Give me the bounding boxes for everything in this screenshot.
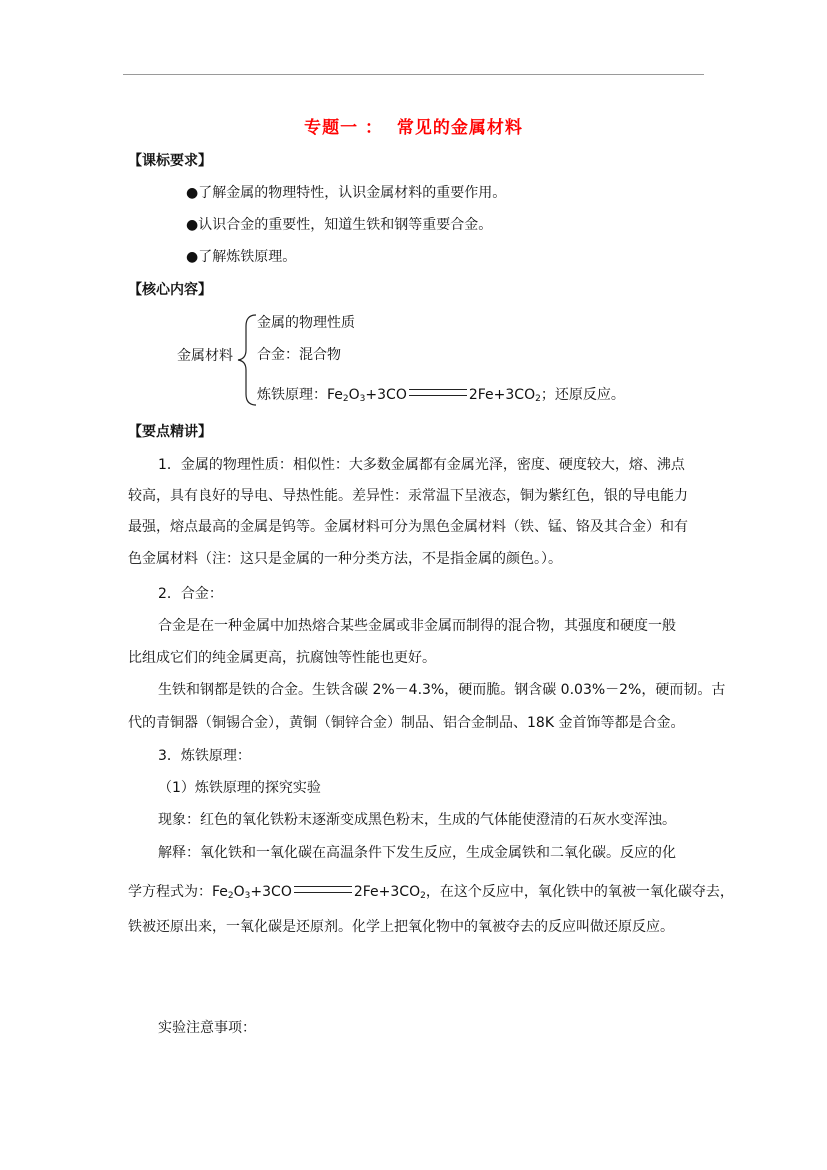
- paragraph-line: 解释：氧化铁和一氧化碳在高温条件下发生反应，生成金属铁和二氧化碳。反应的化: [158, 845, 676, 861]
- paragraph-line: 1．金属的物理性质：相似性：大多数金属都有金属光泽，密度、硬度较大，熔、沸点: [158, 457, 685, 473]
- subsection-heading: 3．炼铁原理：: [158, 748, 251, 764]
- core-branch-alloy: 合金：混合物: [257, 347, 341, 363]
- paragraph-line: 代的青铜器（铜锡合金），黄铜（铜锌合金）制品、铝合金制品、18K 金首饰等都是合金。: [128, 715, 685, 731]
- paragraph-line: 较高，具有良好的导电、导热性能。差异性：汞常温下呈液态，铜为紫红色，银的导电能力: [128, 488, 688, 504]
- equation-products: 2Fe+3CO: [353, 884, 421, 900]
- subscript: 2: [342, 394, 349, 404]
- section-heading-kebiao: 【课标要求】: [128, 153, 212, 169]
- equation-prefix: 炼铁原理：Fe: [257, 387, 343, 403]
- equation-oxygen: O: [233, 884, 245, 900]
- header-rule: [123, 74, 704, 75]
- subscript: 2: [535, 394, 541, 404]
- equals-sign: [409, 389, 467, 396]
- equals-sign: [294, 886, 352, 893]
- section-heading-hexin: 【核心内容】: [128, 282, 212, 298]
- equation-reactants-tail: +3CO: [250, 884, 292, 900]
- core-root-label: 金属材料: [177, 348, 233, 364]
- paragraph-line: 比组成它们的纯金属更高，抗腐蚀等性能也更好。: [128, 650, 436, 666]
- page-title: 专题一 ： 常见的金属材料: [304, 118, 523, 138]
- paragraph-line: 色金属材料（注：这只是金属的一种分类方法，不是指金属的颜色。）。: [128, 551, 562, 567]
- subsection-subheading: （1）炼铁原理的探究实验: [158, 780, 321, 796]
- equation-reactants-tail: +3CO: [365, 387, 407, 403]
- subsection-heading: 2．合金：: [158, 586, 223, 602]
- subscript: 2: [227, 891, 234, 901]
- equation-tail-text: ，在这个反应中，氧化铁中的氧被一氧化碳夺去，: [425, 884, 734, 900]
- equation-oxygen: O: [348, 387, 360, 403]
- equation-prefix: 学方程式为：Fe: [128, 884, 228, 900]
- core-branch-physical: 金属的物理性质: [257, 315, 355, 331]
- equation-products-tail: ；还原反应。: [540, 387, 625, 403]
- section-heading-yaodian: 【要点精讲】: [128, 424, 212, 440]
- requirement-item: ●了解炼铁原理。: [186, 249, 297, 265]
- curly-brace-icon: [236, 314, 258, 406]
- paragraph-line-equation: [128, 883, 734, 905]
- paragraph-line: 现象：红色的氧化铁粉末逐渐变成黑色粉末，生成的气体能使澄清的石灰水变浑浊。: [158, 812, 676, 828]
- core-branch-smelting: [257, 386, 625, 408]
- subscript: 3: [244, 891, 251, 901]
- notes-heading: 实验注意事项：: [158, 1020, 256, 1036]
- paragraph-line: 最强，熔点最高的金属是钨等。金属材料可分为黑色金属材料（铁、锰、铬及其合金）和有: [128, 519, 688, 535]
- paragraph-line: 合金是在一种金属中加热熔合某些金属或非金属而制得的混合物，其强度和硬度一般: [158, 618, 676, 634]
- requirement-item: ●认识合金的重要性，知道生铁和钢等重要合金。: [186, 217, 493, 233]
- equation-products: 2Fe+3CO: [468, 387, 536, 403]
- subscript: 2: [420, 891, 426, 901]
- requirement-item: ●了解金属的物理特性，认识金属材料的重要作用。: [186, 185, 507, 201]
- subscript: 3: [359, 394, 366, 404]
- paragraph-line: 生铁和钢都是铁的合金。生铁含碳 2%－4.3%，硬而脆。钢含碳 0.03%－2%，硬而韧。古: [158, 682, 726, 698]
- paragraph-line: 铁被还原出来，一氧化碳是还原剂。化学上把氧化物中的氧被夺去的反应叫做还原反应。: [128, 919, 674, 935]
